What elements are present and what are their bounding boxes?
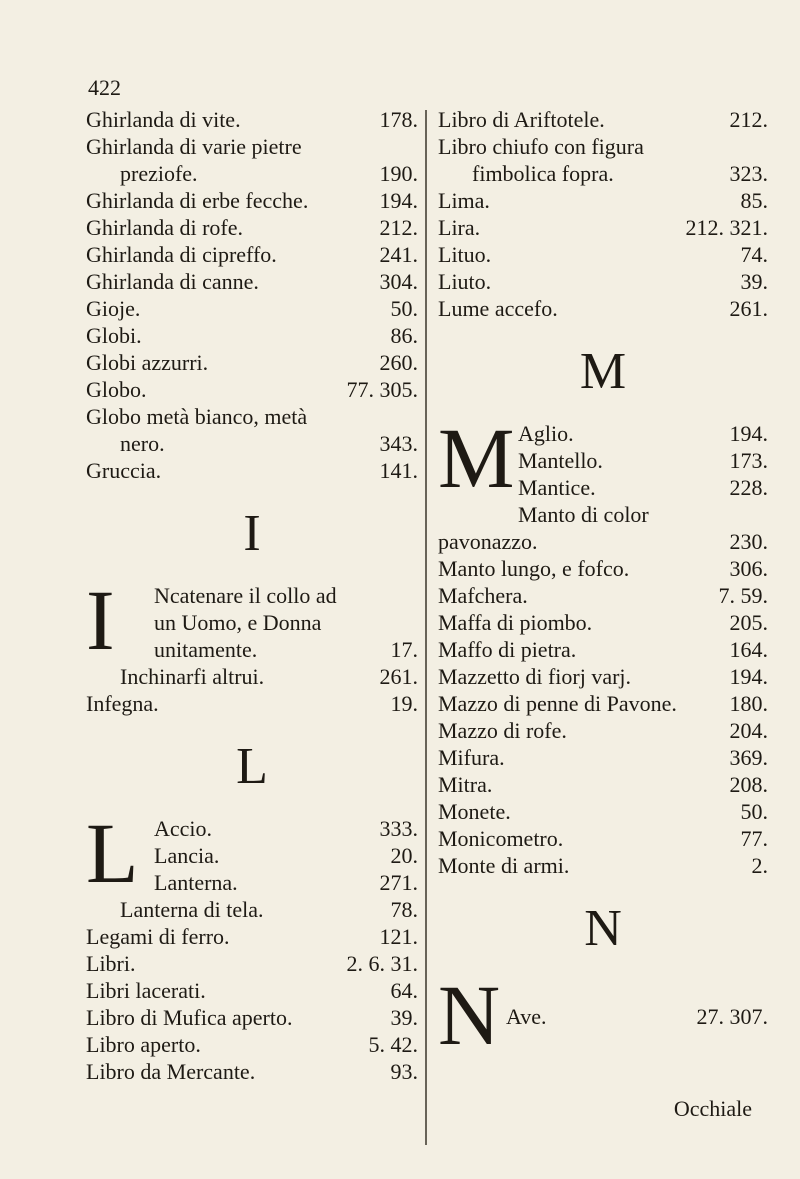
index-entry: Ave. 27. 307. [506,1004,768,1029]
drop-cap-block-l [86,805,418,901]
index-entry: Mafchera. 7. 59. [438,583,768,608]
drop-cap-block-n [438,967,768,1063]
index-entry: Lanterna di tela. 78. [120,897,418,922]
index-entry: Mazzetto di fiorj varj. 194. [438,664,768,689]
index-entry: Globi azzurri. 260. [86,350,418,375]
index-entry: Lanterna. 271. [154,870,418,895]
section-heading-l: L [236,738,268,795]
index-entry: Ghirlanda di rofe. 212. [86,215,418,240]
index-entry: Maffa di piombo. 205. [438,610,768,635]
index-entry: Globo. 77. 305. [86,377,418,402]
index-entry: Lituo. 74. [438,242,768,267]
entry-line: un Uomo, e Donna [154,610,322,635]
index-entry: Mantice. 228. [518,475,768,500]
index-entry: preziofe. 190. [120,161,418,186]
index-entry: Aglio. 194. [518,421,768,446]
index-entry: Monete. 50. [438,799,768,824]
section-heading-n: N [584,900,622,957]
index-entry: Ghirlanda di varie pietre [86,134,302,159]
index-entry: Ghirlanda di cipreffo. 241. [86,242,418,267]
index-entry: Inchinarfi altrui. 261. [120,664,418,689]
index-entry: Libro aperto. 5. 42. [86,1032,418,1057]
index-entry: Monte di armi. 2. [438,853,768,878]
index-entry: Libro di Mufica aperto. 39. [86,1005,418,1030]
index-entry: unitamente. 17. [154,637,418,662]
index-entry: Legami di ferro. 121. [86,924,418,949]
column-divider [425,110,427,1145]
right-column [438,106,768,1063]
index-entry: Ghirlanda di vite. 178. [86,107,418,132]
index-entry: nero. 343. [120,431,418,456]
index-entry: pavonazzo. 230. [438,529,768,554]
index-entry: Libro chiufo con figura [438,134,644,159]
index-entry: Lancia. 20. [154,843,418,868]
index-entry: Lira. 212. 321. [438,215,768,240]
index-entry: Mantello. 173. [518,448,768,473]
left-column [86,106,418,1085]
drop-cap-block-i [86,572,418,668]
drop-cap-i: I [86,572,115,668]
drop-cap-m: M [438,410,515,506]
index-entry: Lima. 85. [438,188,768,213]
entry-line: Ncatenare il collo ad [154,583,337,608]
index-entry: Liuto. 39. [438,269,768,294]
g-entries [86,106,418,484]
index-entry: Monicometro. 77. [438,826,768,851]
index-entry: Globo metà bianco, metà [86,404,308,429]
index-entry: Libro da Mercante. 93. [86,1059,418,1084]
catchword: Occhiale [673,1096,752,1121]
l-entries-continued [438,106,768,322]
index-entry: Libri. 2. 6. 31. [86,951,418,976]
index-entry: Mazzo di penne di Pavone. 180. [438,691,768,716]
index-entry: Maffo di pietra. 164. [438,637,768,662]
index-entry: Globi. 86. [86,323,418,348]
index-entry: Mifura. 369. [438,745,768,770]
page-number: 422 [88,75,121,100]
index-entry: fimbolica fopra. 323. [472,161,768,186]
index-entry: Ghirlanda di erbe fecche. 194. [86,188,418,213]
index-entry: Mitra. 208. [438,772,768,797]
section-heading-i: I [243,505,261,562]
index-entry: Manto lungo, e fofco. 306. [438,556,768,581]
index-entry: Libri lacerati. 64. [86,978,418,1003]
index-entry: Gioje. 50. [86,296,418,321]
index-entry: Lume accefo. 261. [438,296,768,321]
entry-line: Manto di color [518,502,649,527]
drop-cap-l: L [86,805,139,901]
index-entry: Mazzo di rofe. 204. [438,718,768,743]
index-entry: Ghirlanda di canne. 304. [86,269,418,294]
index-entry: Libro di Ariftotele. 212. [438,107,768,132]
index-entry: Accio. 333. [154,816,418,841]
index-entry: Infegna. 19. [86,691,418,716]
drop-cap-n: N [438,967,501,1063]
section-heading-m: M [579,343,627,400]
index-entry: Gruccia. 141. [86,458,418,483]
drop-cap-block-m [438,410,768,506]
